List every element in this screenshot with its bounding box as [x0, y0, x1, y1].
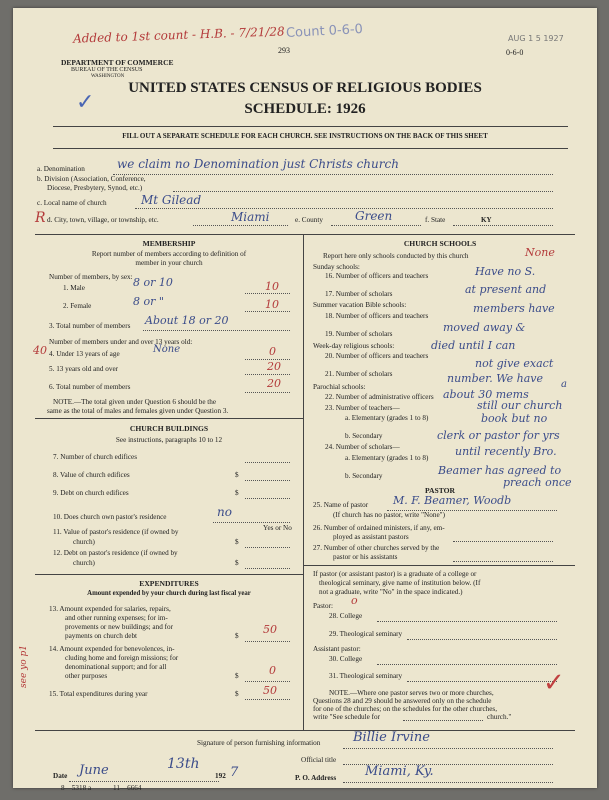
q23a-label: a. Elementary (grades 1 to 8) [345, 414, 429, 422]
po-address-line [343, 782, 553, 783]
q23b-label: b. Secondary [345, 432, 383, 440]
q13-line [245, 641, 290, 642]
membership-note-1: NOTE.—The total given under Question 6 should be the [53, 398, 217, 406]
q13-label-3: provements or new buildings; and for [65, 623, 173, 631]
dept-label: DEPARTMENT OF COMMERCE [61, 58, 174, 67]
q6-line [245, 392, 290, 393]
pastor-heading: PASTOR [424, 486, 456, 495]
q27-label: 27. Number of other churches served by the [313, 544, 440, 552]
q16-label: 16. Number of officers and teachers [325, 272, 429, 280]
margin-40-mark: 40 [33, 344, 47, 357]
added-to-count-note: Added to 1st count - H.B. - 7/21/28 [72, 24, 285, 46]
school-note-8: about 30 mems [443, 388, 529, 401]
footnote-3: for one of the churches; on the schedules for the other churches, [313, 705, 498, 713]
q4-note: None [153, 344, 181, 355]
school-note-12: clerk or pastor for yrs [437, 429, 560, 442]
city-line [193, 225, 288, 226]
q15-label: 15. Total expenditures during year [49, 690, 148, 698]
q1-line [245, 293, 290, 294]
footnote-2: Questions 28 and 29 should be answered only on the schedule [313, 697, 492, 705]
q14-label-4: other purposes [65, 672, 108, 680]
q26-line [453, 541, 553, 542]
graduate-note-2: theological seminary, give name of institution below. (If [319, 579, 481, 587]
q14-line [245, 681, 290, 682]
q28-line [377, 621, 557, 622]
county-label: e. County [295, 216, 323, 224]
denomination-label: a. Denomination [37, 165, 85, 173]
q13-label-4: payments on church debt [65, 632, 138, 640]
margin-vertical-note: see yo p1 [19, 645, 29, 688]
q6-label: 6. Total number of members [49, 383, 131, 391]
date-label: Date [53, 772, 68, 780]
footnote-1: NOTE.—Where one pastor serves two or more churches, [329, 689, 494, 697]
church-name-line [135, 208, 553, 209]
q2-value: 10 [265, 298, 279, 311]
signature-value: Billie Irvine [353, 730, 430, 745]
graduate-note-3: not a graduate, write "No" in the space indicated.) [319, 588, 463, 596]
q17-label: 17. Number of scholars [325, 290, 393, 298]
divider [35, 234, 575, 235]
year-suffix: 7 [230, 765, 239, 780]
q15-dollar: $ [235, 690, 239, 698]
footnote-4: write "See schedule for [313, 713, 380, 721]
school-note-10: still our church [477, 399, 563, 412]
q12-dollar: $ [235, 559, 239, 567]
q13-label-1: 13. Amount expended for salaries, repairs, [49, 605, 171, 613]
q7-label: 7. Number of church edifices [53, 453, 138, 461]
q2-label: 2. Female [63, 302, 92, 310]
date-month: June [79, 763, 109, 778]
q25-label: 25. Name of pastor [313, 501, 369, 509]
q1-label: 1. Male [63, 284, 85, 292]
date-line [69, 781, 219, 782]
q12-label-2: church) [73, 559, 95, 567]
church-name-label: c. Local name of church [37, 199, 107, 207]
form-title: UNITED STATES CENSUS OF RELIGIOUS BODIES [128, 80, 482, 96]
red-check-icon: ✓ [543, 668, 565, 698]
denomination-value: we claim no Denomination just Christs church [117, 157, 399, 171]
q10-value: no [217, 505, 232, 519]
check-mark-icon: ✓ [76, 90, 95, 115]
graduate-note-1: If pastor (or assistant pastor) is a graduate of a college or [313, 570, 477, 578]
q1-male-note: 8 or 10 [133, 276, 173, 289]
count-stamp: Count 0-6-0 [285, 21, 364, 42]
membership-heading: MEMBERSHIP [142, 239, 196, 248]
summer-label: Summer vacation Bible schools: [313, 301, 407, 309]
q7-line [245, 462, 290, 463]
sunday-none-mark: None [525, 246, 555, 259]
membership-sub1: Report number of members according to definition of [91, 250, 247, 258]
form-number: 293 [278, 46, 290, 55]
date-day: 13th [167, 756, 200, 772]
q20-label: 20. Number of officers and teachers [325, 352, 429, 360]
q4-label: 4. Under 13 years of age [49, 350, 120, 358]
instruction-line: FILL OUT A SEPARATE SCHEDULE FOR EACH CHURCH. SEE INSTRUCTIONS ON THE BACK OF THIS SHEET [122, 132, 488, 140]
denomination-line [113, 174, 553, 175]
yes-or-no-hint: Yes or No [263, 524, 292, 532]
q27-line [453, 561, 553, 562]
q18-label: 18. Number of officers and teachers [325, 312, 429, 320]
divider [35, 574, 303, 575]
q21-label: 21. Number of scholars [325, 370, 393, 378]
q5-label: 5. 13 years old and over [49, 365, 119, 373]
q11-dollar: $ [235, 538, 239, 546]
q3-label: 3. Total number of members [49, 322, 131, 330]
count-right: 0-6-0 [506, 48, 524, 57]
membership-note-2: same as the total of males and females given under Question 3. [47, 407, 229, 415]
parochial-label: Parochial schools: [313, 383, 366, 391]
q13-value: 50 [263, 623, 277, 636]
by-sex-label: Number of members, by sex: [49, 273, 133, 281]
po-address-value: Miami, Ky. [365, 764, 434, 779]
q31-line [407, 681, 557, 682]
q5-value: 20 [267, 360, 281, 373]
q10-line [213, 522, 290, 523]
date-received-stamp: AUG 1 5 1927 [508, 34, 564, 43]
school-note-13: until recently Bro. [455, 445, 557, 458]
divider [304, 565, 575, 566]
q14-dollar: $ [235, 672, 239, 680]
county-value: Green [355, 209, 393, 223]
schools-heading: CHURCH SCHOOLS [403, 239, 477, 248]
q19-label: 19. Number of scholars [325, 330, 393, 338]
po-address-label: P. O. Address [295, 774, 337, 782]
city-value: Miami [231, 210, 270, 224]
q14-label-2: cluding home and foreign missions; for [65, 654, 179, 662]
form-code-1: 8—5318 a [61, 784, 92, 792]
membership-sub2: member in your church [135, 259, 203, 267]
year-prefix: 192 [215, 772, 226, 780]
school-note-2: at present and [465, 283, 547, 296]
q25-note: (If church has no pastor, write "None") [333, 511, 445, 519]
q3-value: About 18 or 20 [145, 314, 229, 327]
school-note-15: preach once [503, 476, 572, 489]
q6-value: 20 [267, 377, 281, 390]
column-divider [303, 234, 304, 730]
pastor-sub-label: Pastor: [313, 602, 333, 610]
q11-line [245, 547, 290, 548]
q9-dollar: $ [235, 489, 239, 497]
q30-label: 30. College [329, 655, 363, 663]
q26-label: 26. Number of ordained ministers, if any, em- [313, 524, 445, 532]
city-label: d. City, town, village, or township, etc. [47, 216, 159, 224]
division-line [173, 191, 553, 192]
q9-label: 9. Debt on church edifices [53, 489, 129, 497]
form-code-2: 11—6664 [113, 784, 142, 792]
q8-line [245, 480, 290, 481]
expenditures-heading: EXPENDITURES [139, 579, 199, 588]
q2-female-note: 8 or " [133, 295, 164, 308]
q29-line [407, 639, 557, 640]
q22-label: 22. Number of administrative officers [325, 393, 434, 401]
footnote-line [403, 720, 483, 721]
q5-line [245, 374, 290, 375]
q28-label: 28. College [329, 612, 363, 620]
division-label-2: Diocese, Presbytery, Synod, etc.) [47, 184, 143, 192]
q9-line [245, 498, 290, 499]
q14-label-1: 14. Amount expended for benevolences, in- [49, 645, 175, 653]
divider [35, 418, 303, 419]
q12-label: 12. Debt on pastor's residence (if owned by [53, 549, 178, 557]
q15-line [245, 699, 290, 700]
q8-dollar: $ [235, 471, 239, 479]
signature-line [343, 748, 553, 749]
q23-label: 23. Number of teachers— [325, 404, 400, 412]
school-note-9: a [561, 379, 567, 390]
church-name-value: Mt Gilead [141, 193, 202, 207]
official-title-label: Official title [301, 756, 337, 764]
q11-label-2: church) [73, 538, 95, 546]
school-note-6: not give exact [475, 357, 554, 370]
q10-label: 10. Does church own pastor's residence [53, 513, 167, 521]
q11-label: 11. Value of pastor's residence (if owned by [53, 528, 179, 536]
schedule-title: SCHEDULE: 1926 [244, 101, 366, 117]
weekday-label: Week-day religious schools: [313, 342, 395, 350]
college-mark: o [351, 594, 358, 607]
q24-label: 24. Number of scholars— [325, 443, 400, 451]
school-note-14: Beamer has agreed to [438, 464, 562, 477]
school-note-7: number. We have [447, 372, 543, 385]
school-note-1: Have no S. [475, 265, 536, 278]
school-note-4: moved away & [443, 321, 526, 334]
state-label: f. State [425, 216, 446, 224]
washington-label: WASHINGTON [91, 74, 125, 79]
q27-label-2: pastor or his assistants [333, 553, 398, 561]
q8-label: 8. Value of church edifices [53, 471, 130, 479]
q4-value: 0 [269, 345, 276, 358]
pastor-name-value: M. F. Beamer, Woodb [393, 494, 512, 507]
q24b-label: b. Secondary [345, 472, 383, 480]
divider [53, 148, 568, 149]
q30-line [377, 664, 557, 665]
schools-sub: Report here only schools conducted by this church [323, 252, 469, 260]
q13-dollar: $ [235, 632, 239, 640]
buildings-sub: See instructions, paragraphs 10 to 12 [115, 436, 223, 444]
census-schedule-sheet [13, 8, 597, 792]
bureau-label: BUREAU OF THE CENSUS [71, 67, 143, 73]
q24a-label: a. Elementary (grades 1 to 8) [345, 454, 429, 462]
county-line [331, 225, 421, 226]
q13-label-2: and other running expenses; for im- [65, 614, 168, 622]
school-note-5: died until I can [431, 339, 516, 352]
q2-line [245, 311, 290, 312]
q1-value: 10 [265, 280, 279, 293]
expenditures-sub: Amount expended by your church during last fiscal year [87, 590, 251, 597]
q3-line [143, 330, 290, 331]
school-note-3: members have [473, 302, 555, 315]
school-note-11: book but no [481, 412, 548, 425]
state-line [453, 225, 553, 226]
q29-label: 29. Theological seminary [329, 630, 403, 638]
state-value: KY [481, 216, 492, 224]
sunday-label: Sunday schools: [313, 263, 360, 271]
q14-value: 0 [269, 664, 276, 677]
division-label: b. Division (Association, Conference, [37, 175, 146, 183]
q31-label: 31. Theological seminary [329, 672, 403, 680]
buildings-heading: CHURCH BUILDINGS [129, 424, 209, 433]
divider [53, 126, 568, 127]
q14-label-3: denominational support; and for all [65, 663, 167, 671]
margin-r-mark: R [35, 210, 46, 226]
q26-label-2: ployed as assistant pastors [333, 533, 409, 541]
footnote-5: church." [487, 713, 512, 721]
q12-line [245, 568, 290, 569]
q15-value: 50 [263, 684, 277, 697]
signature-label: Signature of person furnishing information [197, 739, 321, 747]
under-over-label: Number of members under and over 13 years old: [49, 338, 193, 346]
divider [35, 730, 575, 731]
assistant-label: Assistant pastor: [313, 645, 361, 653]
